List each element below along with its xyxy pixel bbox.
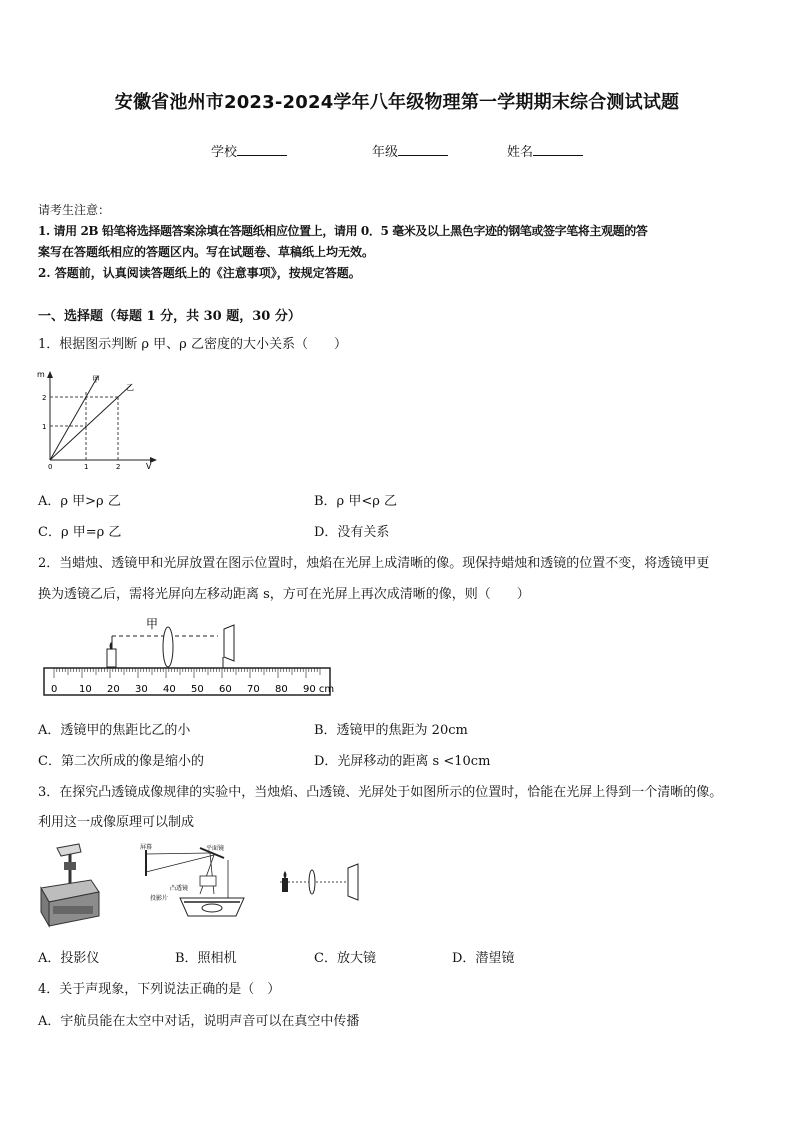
school-field[interactable] [211, 141, 287, 160]
lens-box [200, 876, 216, 886]
candle-small-icon [282, 878, 288, 892]
lens-jia-icon [163, 627, 173, 667]
name-field[interactable] [507, 141, 583, 160]
ruler-label: 10 [79, 684, 92, 695]
screen-icon [224, 625, 234, 661]
ruler-label: 50 [191, 684, 204, 695]
x-tick-2: 2 [116, 463, 121, 470]
label-screen: 屏幕 [140, 844, 153, 851]
lens-setup-diagram [278, 860, 363, 905]
school-label: 学校 [211, 145, 238, 160]
q2-option-d[interactable]: D．光屏移动的距离 s <10cm [314, 754, 491, 769]
q3-option-c[interactable]: C．放大镜 [314, 951, 376, 966]
grade-blank[interactable] [398, 143, 448, 156]
projector-head [64, 862, 76, 870]
ruler-label: 0 [51, 684, 58, 695]
section-heading: 一、选择题（每题 1 分，共 30 题，30 分） [38, 309, 301, 324]
line-jia-label: 甲 [92, 375, 100, 384]
origin-label: 0 [48, 463, 53, 470]
notice-heading: 请考生注意： [38, 203, 111, 217]
graph-y-arrow [47, 371, 53, 378]
label-mirror: 平面镜 [206, 845, 225, 852]
ruler-label: 70 [247, 684, 260, 695]
y-tick-1: 1 [42, 423, 47, 431]
ruler-label: 20 [107, 684, 120, 695]
q1-option-a[interactable]: A．ρ 甲>ρ 乙 [38, 494, 121, 509]
lens-jia-label: 甲 [146, 617, 159, 631]
grade-field[interactable] [372, 141, 448, 160]
q3-option-b[interactable]: B．照相机 [175, 951, 237, 966]
q3-option-d[interactable]: D．潜望镜 [452, 951, 515, 966]
question-3-stem-line-2: 利用这一成像原理可以制成 [38, 815, 195, 830]
school-blank[interactable] [237, 143, 287, 156]
name-label: 姓名 [507, 145, 534, 160]
line-jia [50, 376, 98, 460]
lens-small-icon [309, 870, 315, 894]
line-yi [50, 385, 131, 460]
notice-item-2: 2. 答题前，认真阅读答题纸上的《注意事项》，按规定答题。 [38, 266, 361, 280]
density-graph [36, 368, 161, 470]
q4-option-a[interactable]: A．宇航员能在太空中对话，说明声音可以在真空中传播 [38, 1014, 360, 1029]
q2-option-a[interactable]: A．透镜甲的焦距比乙的小 [38, 723, 191, 738]
q1-option-b[interactable]: B．ρ 甲<ρ 乙 [314, 494, 397, 509]
lamp-icon [202, 904, 222, 912]
label-lens: 凸透镜 [170, 885, 189, 892]
question-1-stem: 1．根据图示判断 ρ 甲、ρ 乙密度的大小关系（ ） [38, 337, 347, 352]
line-yi-label: 乙 [126, 383, 134, 392]
candle-icon [107, 649, 116, 667]
grade-label: 年级 [372, 145, 399, 160]
optical-bench-diagram [40, 615, 340, 699]
q3-option-a[interactable]: A．投影仪 [38, 951, 100, 966]
notice-item-1-line-1: 1. 请用 2B 铅笔将选择题答案涂填在答题纸相应位置上，请用 0．5 毫米及以上黑色字迹的钢笔或签字笔将主观题的答 [38, 224, 648, 238]
name-blank[interactable] [533, 143, 583, 156]
notice-block [38, 200, 768, 284]
q1-option-c[interactable]: C．ρ 甲=ρ 乙 [38, 525, 122, 540]
question-2-stem-line-2: 换为透镜乙后，需将光屏向左移动距离 s，方可在光屏上再次成清晰的像，则（ ） [38, 587, 530, 602]
question-2-stem-line-1: 2．当蜡烛、透镜甲和光屏放置在图示位置时，烛焰在光屏上成清晰的像。现保持蜡烛和透镜的位置不变，将透镜甲更 [38, 556, 710, 571]
y-axis-label: m [37, 370, 45, 379]
projector-principle-diagram [140, 842, 255, 924]
projector-photo [37, 842, 103, 930]
q2-option-c[interactable]: C．第二次所成的像是缩小的 [38, 754, 204, 769]
ruler-label: 30 [135, 684, 148, 695]
q1-option-d[interactable]: D．没有关系 [314, 525, 390, 540]
question-4-stem: 4．关于声现象，下列说法正确的是（ ） [38, 982, 281, 997]
x-axis-label: V [146, 462, 152, 470]
x-tick-1: 1 [84, 463, 89, 470]
notice-item-1-line-2: 案写在答题纸相应的答题区内。写在试题卷、草稿纸上均无效。 [38, 245, 375, 259]
ruler-label: 90 cm [303, 684, 335, 695]
page-title: 安徽省池州市2023-2024学年八年级物理第一学期期末综合测试试题 [114, 92, 680, 113]
ruler-label: 80 [275, 684, 288, 695]
ruler-label: 60 [219, 684, 232, 695]
q2-option-b[interactable]: B．透镜甲的焦距为 20cm [314, 723, 468, 738]
screen-small-icon [348, 864, 358, 900]
label-slide: 投影片 [150, 895, 169, 902]
y-tick-2: 2 [42, 394, 47, 402]
question-3-stem-line-1: 3．在探究凸透镜成像规律的实验中，当烛焰、凸透镜、光屏处于如图所示的位置时，恰能在光屏上得到一个清晰的像。 [38, 785, 723, 800]
flame-small-icon [284, 871, 287, 879]
ruler-label: 40 [163, 684, 176, 695]
